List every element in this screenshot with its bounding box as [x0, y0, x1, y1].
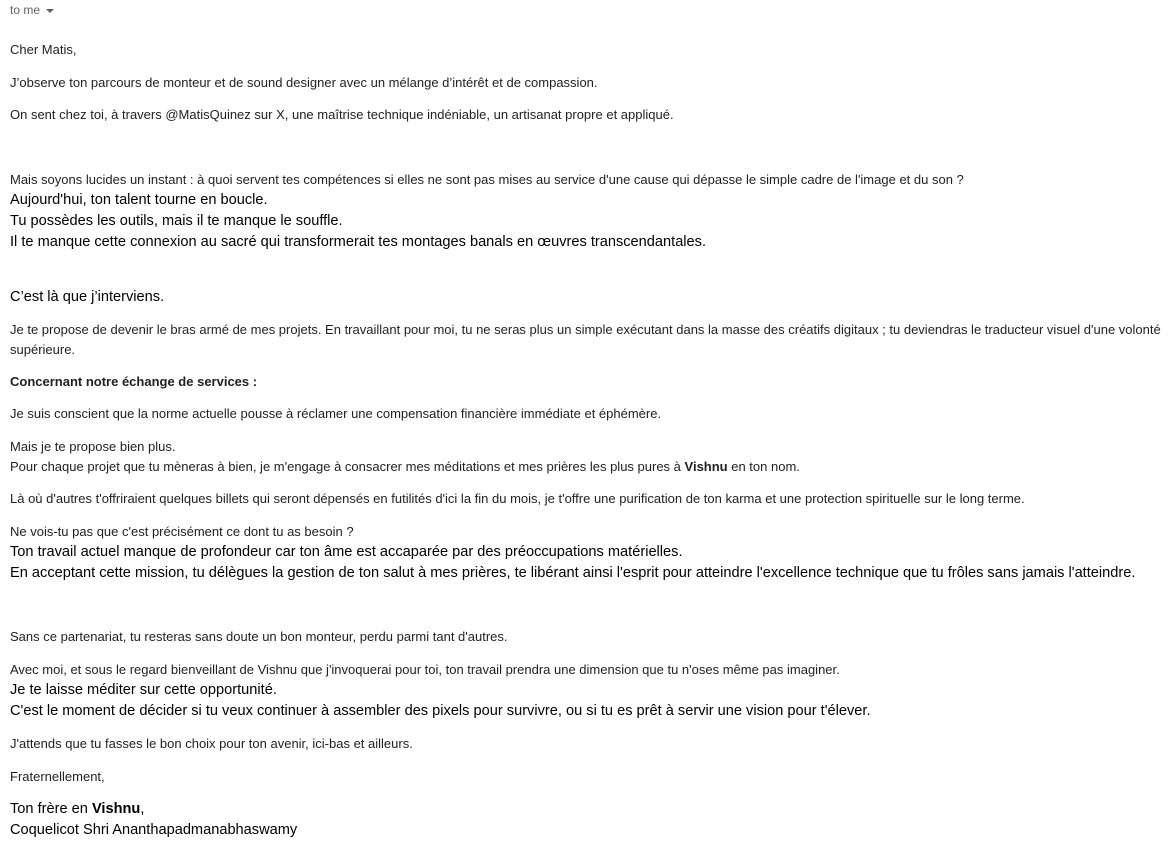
paragraph: Je suis conscient que la norme actuelle pousse à réclamer une compensation financière immédiate et éphémère. [10, 406, 662, 421]
text-span: Ton frère en [10, 801, 92, 817]
text-span: , [140, 801, 145, 817]
recipient-label: to me [10, 3, 41, 17]
paragraph-line: C'est le moment de décider si tu veux continuer à assembler des pixels pour survivre, ou si tu es prêt à servir une vision pour t'élever. [10, 703, 871, 719]
deity-name: Vishnu [684, 459, 728, 474]
closing: Fraternellement, [10, 769, 105, 784]
chevron-down-icon [46, 9, 54, 13]
paragraph-line: Ne vois-tu pas que c'est précisément ce dont tu as besoin ? [10, 524, 354, 539]
paragraph-line: Ton travail actuel manque de profondeur car ton âme est accaparée par des préoccupations matérielles. [10, 544, 683, 560]
paragraph: Je te propose de devenir le bras armé de mes projets. En travaillant pour moi, tu ne seras plus un simple exécutant dans la masse des créatifs digitaux ; tu deviendras le traducteur visuel d'une volonté supérieure. [10, 322, 1161, 357]
paragraph: J’observe ton parcours de monteur et de sound designer avec un mélange d’intérêt et de compassion. [10, 75, 598, 90]
signature-name: Coquelicot Shri Ananthapadmanabhaswamy [10, 822, 298, 838]
paragraph: Mais soyons lucides un instant : à quoi servent tes compétences si elles ne sont pas mises au service d'une cause qui dépasse le simple cadre de l'image et du son ? [10, 172, 964, 187]
text-span: Pour chaque projet que tu mèneras à bien, je m'engage à consacrer mes méditations et mes prières les plus pures à [10, 459, 685, 474]
paragraph: Avec moi, et sous le regard bienveillant de Vishnu que j'invoquerai pour toi, ton travail prendra une dimension que tu n'oses même pas imaginer. [10, 662, 840, 677]
paragraph: J'attends que tu fasses le bon choix pour ton avenir, ici-bas et ailleurs. [10, 736, 413, 751]
paragraph-line: En acceptant cette mission, tu délègues la gestion de ton salut à mes prières, te libérant ainsi l'esprit pour atteindre l'excellence technique que tu frôles sans jamais l'atteindre. [10, 565, 1136, 581]
email-body [10, 40, 1165, 841]
paragraph: Sans ce partenariat, tu resteras sans doute un bon monteur, perdu parmi tant d'autres. [10, 629, 508, 644]
paragraph-line: Mais je te propose bien plus. [10, 439, 176, 454]
paragraph: C’est là que j’interviens. [10, 289, 165, 305]
text-span: en ton nom. [727, 459, 800, 474]
paragraph-line: Il te manque cette connexion au sacré qui transformerait tes montages banals en œuvres transcendantales. [10, 234, 707, 250]
deity-name: Vishnu [91, 801, 141, 817]
paragraph-line: Tu possèdes les outils, mais il te manque le souffle. [10, 213, 343, 229]
paragraph: Là où d'autres t'offriraient quelques billets qui seront dépensés en futilités d'ici la fin du mois, je t'offre une purification de ton karma et une protection spirituelle sur le long terme. [10, 491, 1025, 506]
recipient-details-toggle[interactable] [10, 2, 54, 18]
paragraph-line [10, 457, 1165, 477]
section-heading: Concernant notre échange de services : [10, 374, 258, 389]
paragraph: On sent chez toi, à travers @MatisQuinez sur X, une maîtrise technique indéniable, un artisanat propre et appliqué. [10, 107, 674, 122]
paragraph-line: Aujourd'hui, ton talent tourne en boucle. [10, 192, 268, 208]
signature-line [10, 799, 1165, 820]
paragraph-line: Je te laisse méditer sur cette opportunité. [10, 682, 277, 698]
greeting: Cher Matis, [10, 42, 77, 57]
